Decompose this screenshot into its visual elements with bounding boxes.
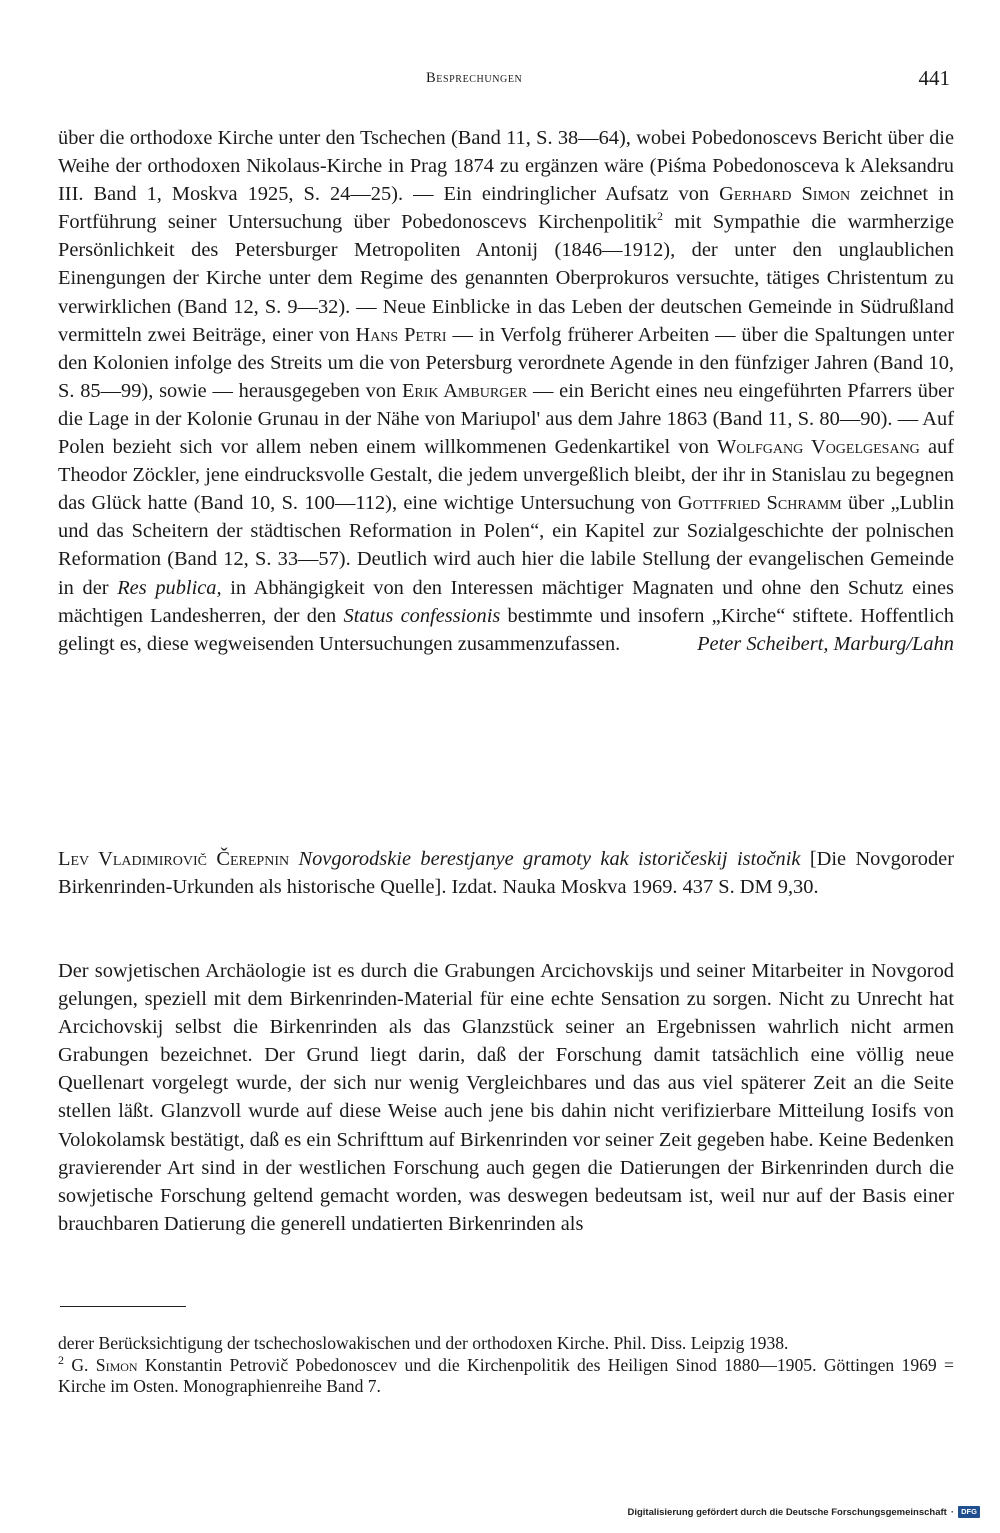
review-2-heading <box>58 845 954 901</box>
dfg-logo-icon: DFG <box>958 1506 980 1518</box>
footnote-1-continuation: derer Berücksichtigung der tschechoslowakischen und der orthodoxen Kirche. Phil. Diss. Leipzig 1938. <box>58 1333 789 1353</box>
book-details: [Die Novgoroder Birkenrinden-Urkunden als historische Quelle]. Izdat. Nauka Moskva 1969. 437 S. DM 9,30. <box>58 848 954 899</box>
author-name: Simon <box>95 1354 138 1375</box>
text-run: in Abhängigkeit von den Interessen mächtiger Magnaten und ohne den Schutz eines mächtigen Landesherren, der den <box>58 576 954 627</box>
footnotes <box>58 1333 954 1398</box>
review-1-paragraph <box>58 124 954 658</box>
text-run: über die orthodoxe Kirche unter den Tschechen (Band 11, S. 38—64), wobei Pobedonoscevs Bericht über die Weihe der orthodoxen Nikolaus-Kirche in Prag 1874 zu ergänzen wäre (Piśma Pobedonosceva k Aleksandru III. Band 1, Moskva 1925, S. 24—25). — Ein eindringlicher Aufsatz von <box>58 127 954 206</box>
running-head: Besprechungen <box>426 70 523 86</box>
text-run: — ein Bericht eines neu eingeführten Pfarrers über die Lage in der Kolonie Grunau in der Nähe von Mariupol' aus dem Jahre 1863 (Band 11, S. 80—90). — Auf Polen bezieht sich vor allem neben einem willkommenen Gedenkartikel von <box>58 379 954 459</box>
text-run: Konstantin Petrovič Pobedonoscev und die Kirchenpolitik des Heiligen Sinod 1880—1905. Göttingen 1969 = Kirche im Osten. Monographienreihe Band 7. <box>58 1354 954 1396</box>
author-name: Gerhard Simon <box>719 183 851 206</box>
footnote-marker: 2 <box>58 1352 64 1367</box>
text-run: über „Lublin und das Scheitern der städtischen Reformation in Polen“, ein Kapitel zur Sozialgeschichte der polnischen Reformation (Band 12, S. 33—57). Deutlich wird auch hier die labile Stellung der evangelischen Gemeinde in der <box>58 492 955 599</box>
digitization-footer <box>627 1506 980 1518</box>
text-run: — in Verfolg früherer Arbeiten — über die Spaltungen unter den Kolonien infolge des Streits um die von Petersburg verordnete Agende in den fünfziger Jahren (Band 10, S. 85—99), sowie — herausgegeben von <box>58 323 954 402</box>
page-header <box>58 66 954 96</box>
text-run: G. <box>64 1354 96 1375</box>
author-name: Wolfgang Vogelgesang <box>717 436 920 459</box>
italic-term: Res publica, <box>117 576 222 599</box>
text-run: bestimmte und insofern „Kirche“ stiftete. Hoffentlich gelingt es, diese wegweisenden Untersuchungen zusammenzufassen. <box>58 604 954 655</box>
text-run: mit Sympathie die warmherzige Persönlichkeit des Petersburger Metropoliten Antonij (1846—1912), der unter den unglaublichen Einengungen der Kirche unter dem Regime des genannten Oberprokuros versuchte, tätiges Christentum zu verwirklichen (Band 12, S. 9—32). — Neue Einblicke in das Leben der deutschen Gemeinde in Südrußland vermitteln zwei Beiträge, einer von <box>58 211 954 346</box>
document-page <box>58 0 954 1533</box>
review-2-paragraph: Der sowjetischen Archäologie ist es durch die Grabungen Arcichovskijs und seiner Mitarbeiter in Novgorod gelungen, speziell mit dem Birkenrinden-Material für eine echte Sensation zu sorgen. Nicht zu Unrecht hat Arcichovskij selbst die Birkenrinden als das Glanzstück seiner an Ergebnissen wahrlich nicht armen Grabungen bezeichnet. Der Grund liegt darin, daß der Forschung damit tatsächlich eine völlig neue Quellenart vorgelegt wurde, der sich nur wenig Vergleichbares und das aus viel späterer Zeit an die Seite stellen läßt. Glanzvoll wurde auf diese Weise auch jene bis dahin nicht verifizierbare Mitteilung Iosifs von Volokolamsk bestätigt, daß es ein Schrifttum auf Birkenrinden vor seiner Zeit gegeben habe. Keine Bedenken gravierender Art sind in der westlichen Forschung auch gegen die Datierungen der Birkenrinden durch die sowjetische Forschung geltend gemacht worden, was deswegen bedeutsam ist, weil nur auf der Basis einer brauchbaren Datierung die generell undatierten Birkenrinden als <box>58 960 954 1235</box>
footnote-divider <box>60 1306 186 1307</box>
reviewer-signature: Peter Scheibert, Marburg/Lahn <box>697 632 954 655</box>
book-title: Novgorodskie berestjanye gramoty kak istoričeskij istočnik <box>298 848 801 870</box>
author-name: Gottfried Schramm <box>677 492 842 515</box>
digitization-credit: Digitalisierung gefördert durch die Deutsche Forschungsgemeinschaft <box>627 1506 947 1518</box>
separator: · <box>950 1506 954 1518</box>
footnote-2 <box>58 1352 954 1398</box>
page-number: 441 <box>918 66 950 90</box>
text-run: zeichnet in Fortführung seiner Untersuchung über Pobedonoscevs Kirchenpolitik <box>58 183 954 234</box>
author-name: Erik Amburger <box>401 379 528 402</box>
footnote-reference: 2 <box>657 209 664 224</box>
book-author: Lev Vladimirovič Čerepnin <box>58 848 290 870</box>
italic-term: Status confessionis <box>343 604 501 627</box>
author-name: Hans Petri <box>355 323 447 346</box>
text-run: auf Theodor Zöckler, jene eindrucksvolle Gestalt, die jedem unvergeßlich bleibt, der ihr in Stanislau zu begegnen das Glück hatte (Band 10, S. 100—112), eine wichtige Untersuchung von <box>58 436 954 515</box>
